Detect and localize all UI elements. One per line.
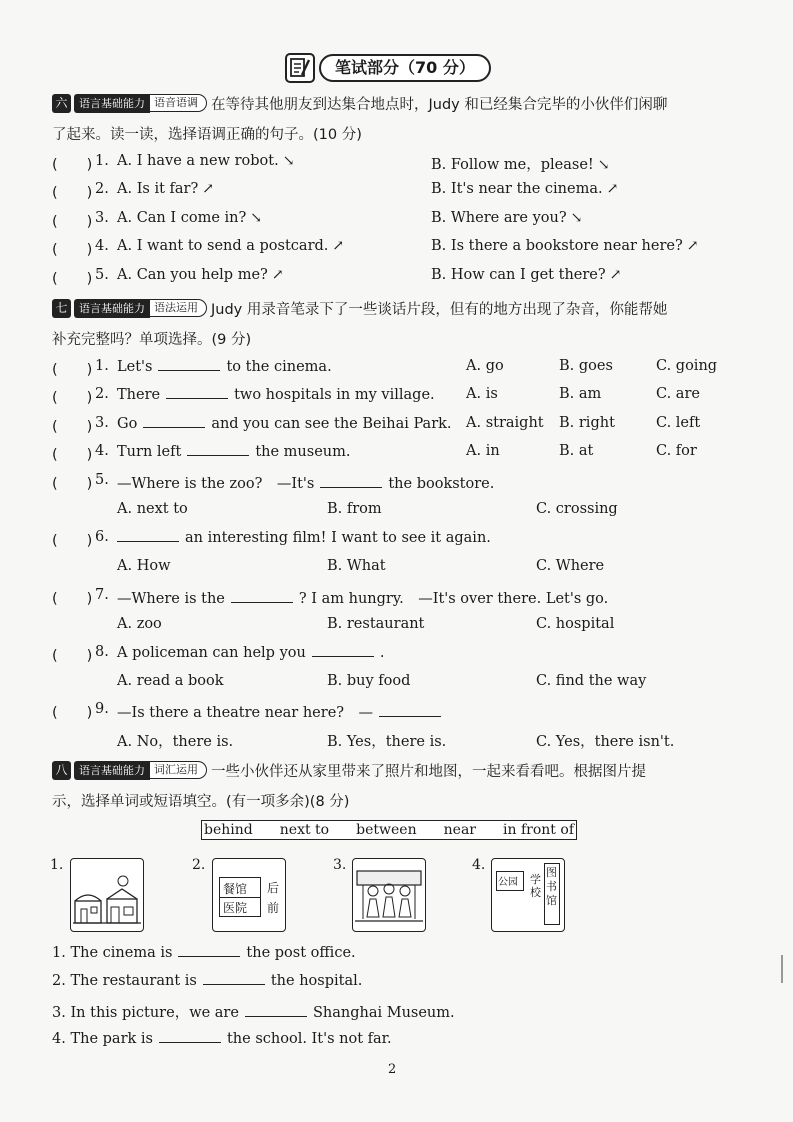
pencil-note-icon <box>285 53 315 83</box>
option-a: A. straight <box>466 415 544 431</box>
sentence-pre: 4. The park is <box>52 1031 153 1047</box>
option-a: A. read a book <box>117 673 224 689</box>
fill-blank[interactable] <box>203 972 265 985</box>
question-number: 1. <box>95 153 109 169</box>
answer-blank[interactable]: ( ) <box>52 533 93 549</box>
option-c: C. going <box>656 358 718 374</box>
option-text: B. It's near the cinema. <box>431 181 603 197</box>
option-c: C. Yes，there isn't. <box>536 734 675 750</box>
question-text <box>117 529 491 546</box>
section-title <box>285 52 491 84</box>
section-intro-cont: 补充完整吗？单项选择。(9 分) <box>52 332 252 348</box>
category-tag: 语言基础能力 <box>74 94 150 113</box>
option-a <box>117 210 262 226</box>
section-number: 六 <box>52 94 71 113</box>
intonation-arrow-icon: ↘ <box>570 210 583 226</box>
question-number: 9. <box>95 701 109 717</box>
question-text <box>117 386 435 403</box>
option-c: C. find the way <box>536 673 647 689</box>
option-c: C. for <box>656 443 697 459</box>
question-number: 4. <box>95 238 109 254</box>
option-c: C. hospital <box>536 616 615 632</box>
option-b <box>431 153 609 174</box>
question-post: the museum. <box>255 444 351 460</box>
fill-blank[interactable] <box>143 415 205 428</box>
fill-sentence <box>52 1001 455 1022</box>
fill-sentence <box>52 972 362 989</box>
question-text <box>117 587 608 608</box>
question-number: 7. <box>95 587 109 603</box>
question-post: two hospitals in my village. <box>234 387 435 403</box>
section-intro-cont: 了起来。读一读，选择语调正确的句子。(10 分) <box>52 127 362 143</box>
word-bank <box>201 820 577 840</box>
question-pre: Let's <box>117 359 153 375</box>
section-number: 八 <box>52 761 71 780</box>
option-text: A. I have a new robot. <box>117 153 279 169</box>
option-text: B. How can I get there? <box>431 267 606 283</box>
word-bank-item: next to <box>279 822 330 838</box>
intonation-arrow-icon: ↘ <box>597 157 610 173</box>
question-pre: A policeman can help you <box>117 645 306 661</box>
map-library <box>544 863 560 925</box>
question-number: 4. <box>95 443 109 459</box>
answer-blank[interactable]: ( ) <box>52 705 93 721</box>
option-b: B. at <box>559 443 594 459</box>
option-b: B. buy food <box>327 673 411 689</box>
section-intro-cont: 示，选择单词或短语填空。(有一项多余)(8 分) <box>52 794 350 810</box>
option-b: B. What <box>327 558 386 574</box>
option-text: B. Is there a bookstore near here? <box>431 238 683 254</box>
divider <box>220 897 260 898</box>
fill-blank[interactable] <box>159 1030 221 1043</box>
fill-blank[interactable] <box>245 1004 307 1017</box>
option-b <box>431 267 621 283</box>
word-bank-item: between <box>356 822 417 838</box>
picture-map <box>491 858 565 932</box>
intonation-arrow-icon: ↘ <box>282 153 295 169</box>
option-c: C. are <box>656 386 700 402</box>
edge-mark <box>781 955 783 983</box>
answer-blank[interactable]: ( ) <box>52 362 93 378</box>
skill-tag: 语音语调 <box>150 94 207 112</box>
section-intro: 一些小伙伴还从家里带来了照片和地图，一起来看看吧。根据图片提 <box>211 763 646 780</box>
fill-sentence <box>52 944 356 961</box>
sentence-pre: 1. The cinema is <box>52 945 173 961</box>
question-text <box>117 358 332 375</box>
question-text <box>117 701 441 722</box>
option-b: B. goes <box>559 358 613 374</box>
option-a <box>117 267 284 283</box>
question-pre: Turn left <box>117 444 182 460</box>
sentence-pre: 3. In this picture，we are <box>52 1005 239 1021</box>
building-label: 餐馆 <box>223 882 248 896</box>
option-b: B. restaurant <box>327 616 425 632</box>
section-intro: Judy 用录音笔录下了一些谈话片段，但有的地方出现了杂音，你能帮她 <box>211 301 668 318</box>
sentence-post: the school. It's not far. <box>226 1031 392 1047</box>
page-title: 笔试部分（70 分） <box>319 54 491 82</box>
intonation-arrow-icon: ↘ <box>250 210 262 226</box>
map-label: 公园 <box>498 877 518 888</box>
option-b <box>431 181 618 197</box>
option-a: A. go <box>466 358 504 374</box>
picture-restaurant-hospital <box>212 858 286 932</box>
question-number: 3. <box>95 210 109 226</box>
answer-blank[interactable]: ( ) <box>52 185 93 201</box>
fill-blank[interactable] <box>379 704 441 717</box>
answer-blank[interactable]: ( ) <box>52 419 93 435</box>
question-text <box>117 644 384 661</box>
question-pre: Go <box>117 416 138 432</box>
answer-blank[interactable]: ( ) <box>52 157 93 173</box>
answer-blank[interactable]: ( ) <box>52 214 93 230</box>
answer-blank[interactable]: ( ) <box>52 648 93 664</box>
option-text: A. Is it far? <box>117 181 199 197</box>
option-b <box>431 210 582 226</box>
question-post: an interesting film! I want to see it again. <box>185 530 491 546</box>
option-b: B. right <box>559 415 615 431</box>
picture-number: 1. <box>50 857 64 873</box>
option-b: B. Yes，there is. <box>327 734 447 750</box>
skill-tag: 语法运用 <box>150 299 207 317</box>
intonation-arrow-icon: ↗ <box>332 238 345 254</box>
option-text: A. I want to send a postcard. <box>117 238 329 254</box>
fill-blank[interactable] <box>320 475 382 488</box>
fill-blank[interactable] <box>158 358 220 371</box>
option-c: C. Where <box>536 558 605 574</box>
sentence-pre: 2. The restaurant is <box>52 973 197 989</box>
question-number: 1. <box>95 358 109 374</box>
sentence-post: the post office. <box>246 945 356 961</box>
fill-blank[interactable] <box>178 944 240 957</box>
category-tag: 语言基础能力 <box>74 299 150 318</box>
intonation-arrow-icon: ↗ <box>606 181 619 197</box>
word-bank-item: near <box>443 822 476 838</box>
question-pre: There <box>117 387 161 403</box>
fill-blank[interactable] <box>312 644 374 657</box>
building-block <box>219 877 261 917</box>
picture-cinema-post-office <box>70 858 144 932</box>
skill-tag: 词汇运用 <box>150 761 207 779</box>
option-c: C. left <box>656 415 701 431</box>
fill-sentence <box>52 1030 392 1047</box>
option-text: B. Where are you? <box>431 210 567 226</box>
option-text: A. Can you help me? <box>117 267 268 283</box>
option-a <box>117 153 294 169</box>
section-8-header <box>52 760 646 780</box>
answer-blank[interactable]: ( ) <box>52 271 93 287</box>
word-bank-item: behind <box>204 822 253 838</box>
direction-label: 后 <box>267 881 280 895</box>
intonation-arrow-icon: ↗ <box>202 181 214 197</box>
question-post: ? I am hungry. —It's over there. Let's go. <box>298 591 609 607</box>
picture-number: 2. <box>192 857 206 873</box>
direction-label: 前 <box>267 901 280 915</box>
option-c: C. crossing <box>536 501 618 517</box>
question-number: 2. <box>95 181 109 197</box>
question-post: and you can see the Beihai Park. <box>211 416 452 432</box>
question-pre: —Is there a theatre near here? — <box>117 705 374 721</box>
option-b: B. am <box>559 386 602 402</box>
map-park <box>496 871 524 891</box>
intonation-arrow-icon: ↗ <box>686 238 699 254</box>
question-number: 2. <box>95 386 109 402</box>
question-text <box>117 415 452 432</box>
option-b <box>431 238 698 254</box>
question-number: 6. <box>95 529 109 545</box>
question-number: 5. <box>95 472 109 488</box>
question-number: 3. <box>95 415 109 431</box>
word-bank-item: in front of <box>503 822 574 838</box>
section-6-header <box>52 93 667 113</box>
map-label-school: 学校 <box>530 873 541 899</box>
fill-blank[interactable] <box>231 590 293 603</box>
picture-number: 4. <box>472 857 486 873</box>
section-intro: 在等待其他朋友到达集合地点时，Judy 和已经集合完毕的小伙伴们闲聊 <box>211 96 668 113</box>
option-text: A. Can I come in? <box>117 210 247 226</box>
question-number: 5. <box>95 267 109 283</box>
question-number: 8. <box>95 644 109 660</box>
section-number: 七 <box>52 299 71 318</box>
page-number: 2 <box>388 1062 397 1077</box>
section-7-header <box>52 298 667 318</box>
option-a: A. How <box>117 558 171 574</box>
fill-blank[interactable] <box>117 529 179 542</box>
intonation-arrow-icon: ↗ <box>609 267 622 283</box>
option-a: A. next to <box>117 501 188 517</box>
map-label: 图书馆 <box>546 866 557 907</box>
question-post: the bookstore. <box>388 476 495 492</box>
answer-blank[interactable]: ( ) <box>52 390 93 406</box>
option-a <box>117 181 214 197</box>
option-text: B. Follow me，please! <box>431 157 594 173</box>
question-pre: —Where is the <box>117 591 225 607</box>
option-a: A. zoo <box>117 616 162 632</box>
sentence-post: the hospital. <box>270 973 363 989</box>
question-post: . <box>379 645 385 661</box>
intonation-arrow-icon: ↗ <box>271 267 284 283</box>
option-b: B. from <box>327 501 382 517</box>
fill-blank[interactable] <box>187 443 249 456</box>
option-a: A. is <box>466 386 498 402</box>
option-a <box>117 238 344 254</box>
question-text <box>117 472 494 493</box>
category-tag: 语言基础能力 <box>74 761 150 780</box>
answer-blank[interactable]: ( ) <box>52 242 93 258</box>
option-a: A. in <box>466 443 500 459</box>
option-a: A. No，there is. <box>117 734 234 750</box>
building-label: 医院 <box>223 901 248 915</box>
fill-blank[interactable] <box>166 386 228 399</box>
question-text <box>117 443 350 460</box>
answer-blank[interactable]: ( ) <box>52 476 93 492</box>
answer-blank[interactable]: ( ) <box>52 447 93 463</box>
picture-museum-kids <box>352 858 426 932</box>
picture-number: 3. <box>333 857 347 873</box>
question-post: to the cinema. <box>226 359 332 375</box>
sentence-post: Shanghai Museum. <box>312 1005 455 1021</box>
answer-blank[interactable]: ( ) <box>52 591 93 607</box>
question-pre: —Where is the zoo? —It's <box>117 476 315 492</box>
